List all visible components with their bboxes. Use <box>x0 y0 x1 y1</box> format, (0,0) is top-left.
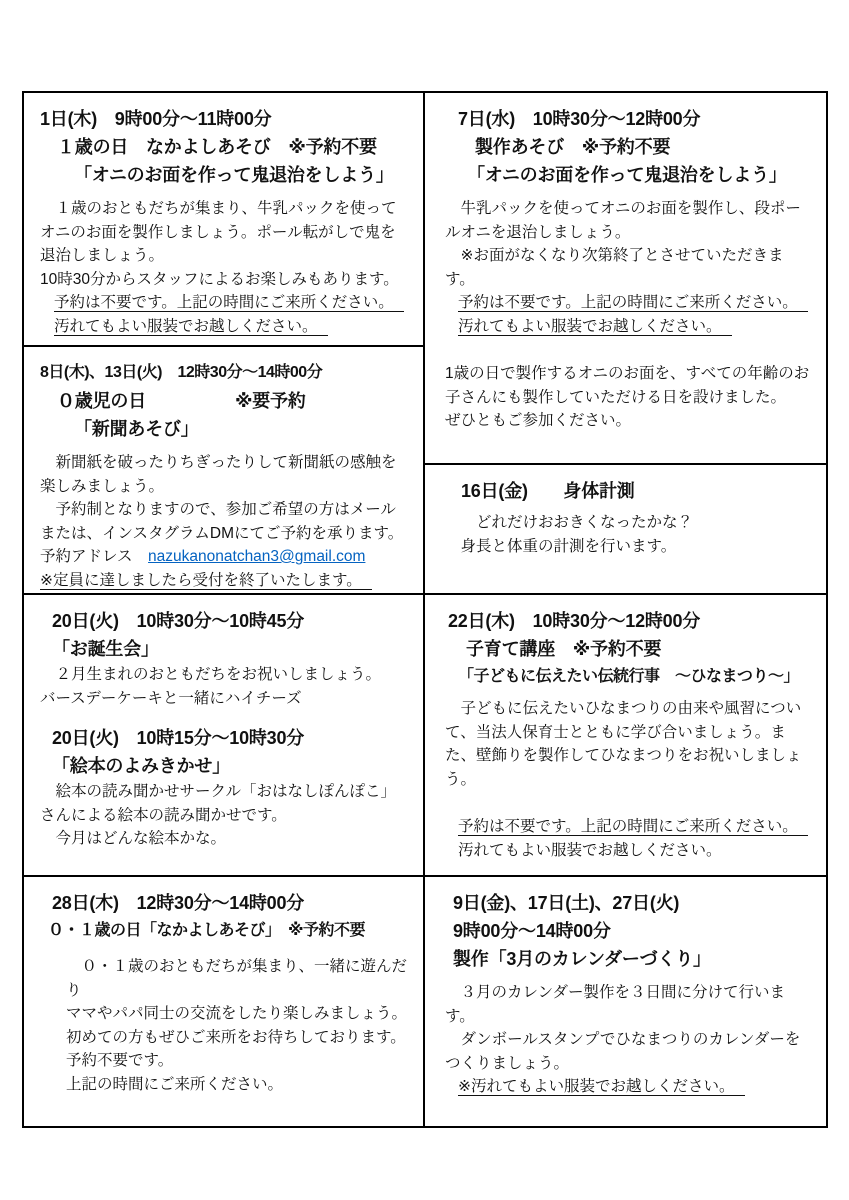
body-text: 身長と体重の計測を行います。 <box>445 537 677 555</box>
event-title-heading: 「オニのお面を作って鬼退治をしよう」 <box>467 165 787 185</box>
event-cell-day22 <box>425 595 826 877</box>
email-label: 予約アドレス <box>40 548 149 565</box>
event-datetime-heading: 28日(木) 12時30分～14時00分 <box>52 893 305 913</box>
event-datetime-heading: 8日(木)、13日(火) 12時30分～14時00分 <box>40 364 323 381</box>
body-text: ぜひともご参加ください。 <box>445 412 632 429</box>
body-text: 予約制となりますので、参加ご希望の方はメールまたは、インスタグラムDMにてご予約を承ります。 <box>40 501 404 542</box>
event-datetime-heading: 1日(木) 9時00分～11時00分 <box>40 109 272 129</box>
event-datetime-heading: 22日(木) 10時30分～12時00分 <box>448 611 701 631</box>
body-text: どれだけおおきくなったかな？ <box>445 514 694 531</box>
underlined-notice <box>458 815 812 839</box>
event-datetime-heading: 20日(火) 10時30分～10時45分 <box>52 611 305 631</box>
body-text: 汚れてもよい服装でお越しください。 <box>458 841 722 859</box>
body-text: ママやパパ同士の交流をしたり楽しみましょう。 <box>66 1005 408 1022</box>
underlined-text: 汚れてもよい服装でお越しください。 <box>458 318 732 336</box>
event-title-heading: 「お誕生会」 <box>52 639 159 659</box>
reservation-email-line <box>40 545 411 569</box>
body-text: 新聞紙を破ったりちぎったりして新聞紙の感触を楽しみましょう。 <box>40 454 397 495</box>
spacer <box>445 338 812 362</box>
body-text: 今月はどんな絵本かな。 <box>40 830 227 847</box>
body-text: 上記の時間にご来所ください。 <box>66 1075 284 1093</box>
event-cell-day9-17-27 <box>425 877 826 1126</box>
event-subtitle-heading: 製作あそび ※予約不要 <box>475 137 671 157</box>
event-cell-day8-13 <box>24 347 423 595</box>
underlined-notice <box>458 291 812 315</box>
event-subtitle-heading: ０歳児の日 ※要予約 <box>57 391 306 411</box>
underlined-notice <box>40 569 411 593</box>
event-datetime-heading: 20日(火) 10時15分～10時30分 <box>52 728 305 748</box>
body-text: ３月のカレンダー製作を３日間に分けて行います。 <box>445 984 785 1025</box>
event-title-heading: 「絵本のよみきかせ」 <box>52 756 230 776</box>
underlined-notice <box>458 1075 812 1099</box>
underlined-text: ※定員に達しましたら受付を終了いたします。 <box>40 572 372 590</box>
event-title-heading: 「新聞あそび」 <box>74 419 199 439</box>
event-datetime-heading: 9時00分～14時00分 <box>453 921 611 941</box>
body-text: ０・１歳のおともだちが集まり、一緒に遊んだり <box>66 958 408 999</box>
event-subtitle-heading: 子育て講座 ※予約不要 <box>466 639 662 659</box>
body-text: 子どもに伝えたいひなまつりの由来や風習について、当法人保育士とともに学び合いましょう。また、壁飾りを製作してひなまつりをお祝いしましょう。 <box>445 700 802 788</box>
event-datetime-heading: 9日(金)、17日(土)、27日(火) <box>453 893 680 913</box>
underlined-text: 予約は不要です。上記の時間にご来所ください。 <box>458 294 808 312</box>
underlined-notice <box>458 315 812 339</box>
event-cell-day20 <box>24 595 423 877</box>
underlined-text: 予約は不要です。上記の時間にご来所ください。 <box>458 818 808 836</box>
event-subtitle-heading: ０・１歳の日「なかよしあそび」 ※予約不要 <box>48 922 366 939</box>
event-title-heading: 「子どもに伝えたい伝統行事 ～ひなまつり～」 <box>458 668 800 685</box>
spacer <box>445 973 812 981</box>
body-text: ※お面がなくなり次第終了とさせていただきます。 <box>445 247 784 288</box>
underlined-text: 予約は不要です。上記の時間にご来所ください。 <box>54 294 404 312</box>
body-text: １歳のおともだちが集まり、牛乳パックを使ってオニのお面を製作しましょう。ポール転がしで鬼を退治しましょう。 <box>40 200 397 264</box>
event-cell-day28 <box>24 877 423 1126</box>
spacer <box>40 443 411 451</box>
event-datetime-heading: 16日(金) 身体計測 <box>461 481 635 501</box>
event-datetime-heading: 7日(水) 10時30分～12時00分 <box>458 109 701 129</box>
underlined-text: ※汚れてもよい服装でお越しください。 <box>458 1078 745 1096</box>
left-column <box>24 93 425 1126</box>
event-subtitle-heading: １歳の日 なかよしあそび ※予約不要 <box>57 137 377 157</box>
spacer <box>40 189 411 197</box>
body-text: ダンボールスタンプでひなまつりのカレンダーをつくりましょう。 <box>445 1031 801 1072</box>
body-text: 絵本の読み聞かせサークル「おはなしぽんぽこ」さんによる絵本の読み聞かせです。 <box>40 783 397 824</box>
body-text: 10時30分からスタッフによるお楽しみもあります。 <box>40 270 399 288</box>
underlined-notice <box>54 291 411 315</box>
event-cell-day7 <box>425 93 826 465</box>
event-datetime-heading: 製作「3月のカレンダーづくり」 <box>453 949 711 969</box>
event-cell-day1 <box>24 93 423 347</box>
spacer <box>445 189 812 197</box>
body-text: 初めての方もぜひご来所をお待ちしております。 <box>66 1028 406 1046</box>
spacer <box>40 945 411 955</box>
spacer <box>445 791 812 815</box>
schedule-table <box>22 91 828 1128</box>
event-title-heading: 「オニのお面を作って鬼退治をしよう」 <box>74 165 394 185</box>
spacer <box>40 710 411 724</box>
underlined-notice <box>54 315 411 339</box>
underlined-text: 汚れてもよい服装でお越しください。 <box>54 318 328 336</box>
event-cell-day16 <box>425 465 826 595</box>
email-link[interactable]: nazukanonatchan3@gmail.com <box>148 548 366 565</box>
body-text: 牛乳パックを使ってオニのお面を製作し、段ポールオニを退治しましょう。 <box>445 200 801 241</box>
body-text: 1歳の日で製作するオニのお面を、すべての年齢のお子さんにも製作していただける日を設けました。 <box>445 365 810 406</box>
body-text: バースデーケーキと一緒にハイチーズ <box>40 689 302 707</box>
right-column <box>425 93 826 1126</box>
body-text: ２月生まれのおともだちをお祝いしましょう。 <box>40 666 382 683</box>
body-text: 予約不要です。 <box>66 1052 174 1069</box>
